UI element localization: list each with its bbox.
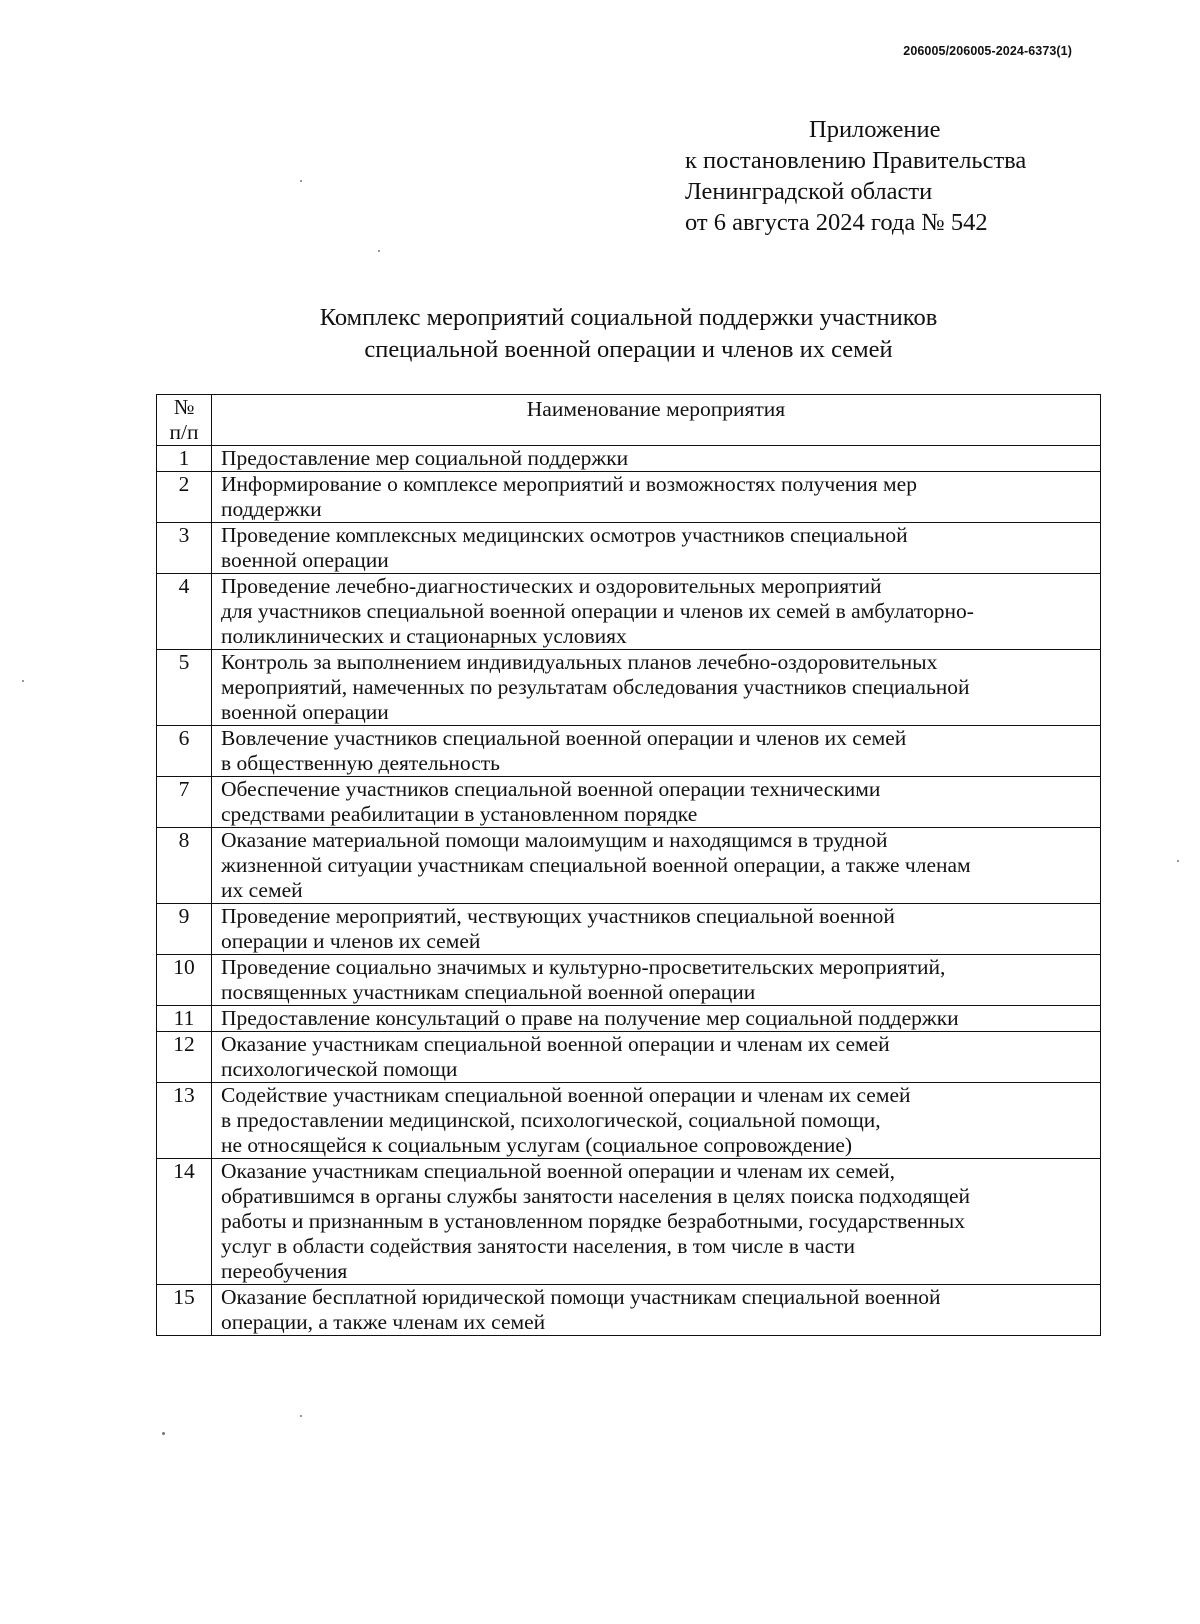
table-body [157, 446, 1101, 1336]
row-number: 7 [157, 777, 212, 828]
table-row [157, 650, 1101, 726]
scan-speck [22, 680, 24, 682]
measure-name-line: посвященных участникам специальной военной операции [221, 980, 756, 1004]
measure-name-line: для участников специальной военной операции и членов их семей в амбулаторно- [221, 599, 974, 623]
measure-name-line: Оказание материальной помощи малоимущим и находящимся в трудной [221, 828, 888, 852]
measure-name-line: психологической помощи [221, 1057, 458, 1081]
table-row [157, 1032, 1101, 1083]
row-number: 5 [157, 650, 212, 726]
measure-name-line: Обеспечение участников специальной военной операции техническими [221, 777, 881, 801]
row-number: 11 [157, 1006, 212, 1032]
row-number: 12 [157, 1032, 212, 1083]
measure-name [212, 574, 1101, 650]
row-number: 2 [157, 472, 212, 523]
column-header-number-line: п/п [169, 420, 199, 444]
table-row [157, 446, 1101, 472]
scan-speck [300, 180, 302, 182]
table-row [157, 574, 1101, 650]
document-title-line: Комплекс мероприятий социальной поддержки участников [319, 304, 938, 331]
measures-table [156, 394, 1101, 1336]
measure-name-line: Контроль за выполнением индивидуальных планов лечебно-оздоровительных [221, 650, 938, 674]
measure-name-line: военной операции [221, 700, 389, 724]
measure-name-line: Оказание участникам специальной военной операции и членам их семей [221, 1032, 890, 1056]
document-registration-number: 206005/206005-2024-6373(1) [903, 44, 1072, 58]
measure-name-line: Содействие участникам специальной военной операции и членам их семей [221, 1083, 911, 1107]
table-row [157, 1083, 1101, 1159]
measure-name-line: Информирование о комплексе мероприятий и возможностях получения мер [221, 472, 917, 496]
measure-name-line: Проведение лечебно-диагностических и оздоровительных мероприятий [221, 574, 882, 598]
scan-speck [378, 250, 380, 252]
measure-name-line: Проведение социально значимых и культурно-просветительских мероприятий, [221, 955, 946, 979]
appendix-block [685, 114, 1026, 238]
measure-name-line: в общественную деятельность [221, 751, 500, 775]
measure-name [212, 1159, 1101, 1285]
measure-name [212, 777, 1101, 828]
measure-name-line: военной операции [221, 548, 389, 572]
row-number: 9 [157, 904, 212, 955]
scan-speck [300, 1415, 302, 1417]
measure-name-line: мероприятий, намеченных по результатам обследования участников специальной [221, 675, 970, 699]
column-header-name: Наименование мероприятия [212, 395, 1101, 446]
row-number: 10 [157, 955, 212, 1006]
measure-name-line: обратившимся в органы службы занятости населения в целях поиска подходящей [221, 1184, 971, 1208]
measure-name-line: Предоставление консультаций о праве на получение мер социальной поддержки [221, 1006, 959, 1030]
measure-name-line: жизненной ситуации участникам специальной военной операции, а также членам [221, 853, 971, 877]
table-row [157, 1159, 1101, 1285]
measure-name [212, 472, 1101, 523]
measure-name [212, 955, 1101, 1006]
appendix-line: к постановлению Правительства [685, 147, 1027, 174]
measure-name [212, 1083, 1101, 1159]
measure-name [212, 828, 1101, 904]
measure-name-line: средствами реабилитации в установленном порядке [221, 802, 698, 826]
row-number: 13 [157, 1083, 212, 1159]
scan-speck [1177, 860, 1179, 862]
table-row [157, 726, 1101, 777]
appendix-line: от 6 августа 2024 года № 542 [685, 209, 988, 236]
measure-name-line: операции, а также членам их семей [221, 1310, 546, 1334]
document-title-line: специальной военной операции и членов их семей [364, 336, 893, 363]
row-number: 14 [157, 1159, 212, 1285]
row-number: 6 [157, 726, 212, 777]
row-number: 3 [157, 523, 212, 574]
measure-name-line: услуг в области содействия занятости населения, в том числе в части [221, 1234, 856, 1258]
measure-name-line: Оказание бесплатной юридической помощи участникам специальной военной [221, 1285, 941, 1309]
measure-name-line: работы и признанным в установленном порядке безработными, государственных [221, 1209, 965, 1233]
appendix-line: Приложение [809, 116, 941, 143]
measure-name [212, 1006, 1101, 1032]
table-row [157, 523, 1101, 574]
column-header-number-line: № [173, 395, 195, 419]
table-row [157, 777, 1101, 828]
measure-name-line: Вовлечение участников специальной военной операции и членов их семей [221, 726, 907, 750]
measure-name-line: поликлинических и стационарных условиях [221, 624, 627, 648]
measure-name [212, 523, 1101, 574]
measure-name-line: в предоставлении медицинской, психологической, социальной помощи, [221, 1108, 881, 1132]
column-header-number [157, 395, 212, 446]
document-title [0, 302, 1200, 366]
measure-name-line: переобучения [221, 1259, 348, 1283]
measure-name-line: Проведение комплексных медицинских осмотров участников специальной [221, 523, 908, 547]
measure-name-line: их семей [221, 878, 303, 902]
measure-name [212, 446, 1101, 472]
measure-name [212, 726, 1101, 777]
table-row [157, 472, 1101, 523]
measure-name-line: операции и членов их семей [221, 929, 481, 953]
table-header-row [157, 395, 1101, 446]
table-row [157, 1006, 1101, 1032]
measure-name [212, 650, 1101, 726]
table-row [157, 955, 1101, 1006]
measure-name [212, 1032, 1101, 1083]
row-number: 15 [157, 1285, 212, 1336]
measure-name-line: Проведение мероприятий, чествующих участников специальной военной [221, 904, 895, 928]
row-number: 4 [157, 574, 212, 650]
table-row [157, 904, 1101, 955]
scan-speck [162, 1432, 165, 1435]
measure-name-line: не относящейся к социальным услугам (социальное сопровождение) [221, 1133, 853, 1157]
measure-name-line: Оказание участникам специальной военной операции и членам их семей, [221, 1159, 896, 1183]
measure-name-line: поддержки [221, 497, 322, 521]
table-row [157, 1285, 1101, 1336]
measure-name [212, 904, 1101, 955]
row-number: 1 [157, 446, 212, 472]
appendix-line: Ленинградской области [685, 178, 933, 205]
table-row [157, 828, 1101, 904]
measure-name-line: Предоставление мер социальной поддержки [221, 446, 629, 470]
measure-name [212, 1285, 1101, 1336]
row-number: 8 [157, 828, 212, 904]
